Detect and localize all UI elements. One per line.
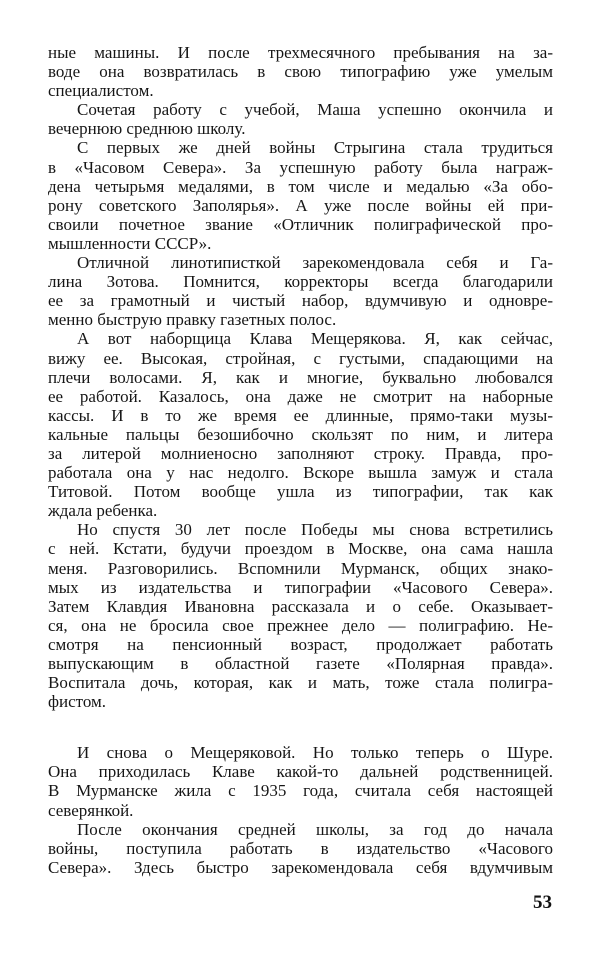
text-line: выпускающим в областной газете «Полярная правда». — [48, 654, 553, 673]
paragraph — [48, 253, 553, 329]
paragraph — [48, 138, 553, 253]
text-line: кассы. И в то же время ее длинные, прямо-таки музы- — [48, 405, 553, 425]
paragraph — [48, 820, 553, 877]
text-line: с ней. Кстати, будучи проездом в Москве, она сама нашла — [48, 539, 553, 559]
text-line: Сочетая работу с учебой, Маша успешно окончила и — [77, 100, 553, 120]
text-line: ждала ребенка. — [48, 501, 158, 521]
text-line: ные машины. И после трехмесячного пребывания на за- — [48, 43, 553, 62]
text-line: смотря на пенсионный возраст, продолжает работать — [48, 634, 553, 654]
text-line: в «Часовом Севера». За успешную работу была награж- — [48, 157, 553, 177]
text-line: Она приходилась Клаве какой-то дальней родственницей. — [48, 762, 553, 782]
text-line: специалистом. — [48, 81, 154, 101]
text-line: мышленности СССР». — [48, 233, 212, 253]
text-line: северянкой. — [48, 800, 134, 820]
text-line: ся, она не бросила свое прежнее дело — полиграфию. Не- — [48, 615, 553, 635]
text-line: плечи волосами. Я, как и многие, буквально любовался — [48, 367, 553, 387]
text-line: кальные пальцы безошибочно скользят по ним, и литера — [48, 424, 553, 444]
text-line: Затем Клавдия Ивановна рассказала и о себе. Оказывает- — [48, 596, 553, 616]
text-line: лина Зотова. Помнится, корректоры всегда благодарили — [48, 272, 553, 292]
text-line: вечернюю среднюю школу. — [48, 119, 246, 139]
text-line: мых из издательства и типографии «Часового Севера». — [48, 577, 553, 597]
text-line: Титовой. Потом вообще ушла из типографии, так как — [48, 482, 553, 502]
text-line: ее работой. Казалось, она даже не смотрит на наборные — [48, 386, 553, 406]
paragraph — [48, 520, 553, 711]
text-line: своили почетное звание «Отличник полиграфической про- — [48, 214, 553, 234]
text-line: воде она возвратилась в свою типографию уже умелым — [48, 62, 553, 82]
section-break — [48, 711, 553, 743]
text-line: С первых же дней войны Стрыгина стала трудиться — [77, 138, 553, 158]
text-line: войны, поступила работать в издательство «Часового — [48, 838, 553, 858]
text-line: фистом. — [48, 692, 107, 712]
text-line: А вот наборщица Клава Мещерякова. Я, как сейчас, — [77, 329, 553, 349]
text-line: После окончания средней школы, за год до начала — [77, 819, 553, 839]
text-line: И снова о Мещеряковой. Но только теперь о Шуре. — [77, 743, 553, 763]
text-line: вижу ее. Высокая, стройная, с густыми, спадающими на — [48, 348, 553, 368]
text-line: работала она у нас недолго. Вскоре вышла замуж и стала — [48, 463, 553, 483]
page-body — [48, 43, 553, 877]
text-line: Но спустя 30 лет после Победы мы снова встретились — [77, 520, 553, 540]
page-number: 53 — [533, 892, 552, 913]
paragraph — [48, 43, 553, 100]
text-line: дена четырьмя медалями, в том числе и медалью «За обо- — [48, 176, 553, 196]
paragraph — [48, 329, 553, 520]
text-line: за литерой молниеносно заполняют строку. Правда, про- — [48, 443, 553, 463]
text-line: меня. Разговорились. Вспомнили Мурманск, общих знако- — [48, 558, 553, 578]
text-line: Воспитала дочь, которая, как и мать, тоже стала полигра- — [48, 673, 553, 693]
text-line: менно быструю правку газетных полос. — [48, 310, 337, 330]
text-line: Отличной линотиписткой зарекомендовала себя и Га- — [77, 253, 553, 273]
text-line: В Мурманске жила с 1935 года, считала себя настоящей — [48, 781, 553, 801]
paragraph — [48, 743, 553, 819]
paragraph — [48, 100, 553, 138]
text-line: ее за грамотный и чистый набор, вдумчивую и одновре- — [48, 291, 553, 311]
text-line: рону советского Заполярья». А уже после войны ей при- — [48, 195, 553, 215]
text-line: Севера». Здесь быстро зарекомендовала себя вдумчивым — [48, 857, 553, 877]
